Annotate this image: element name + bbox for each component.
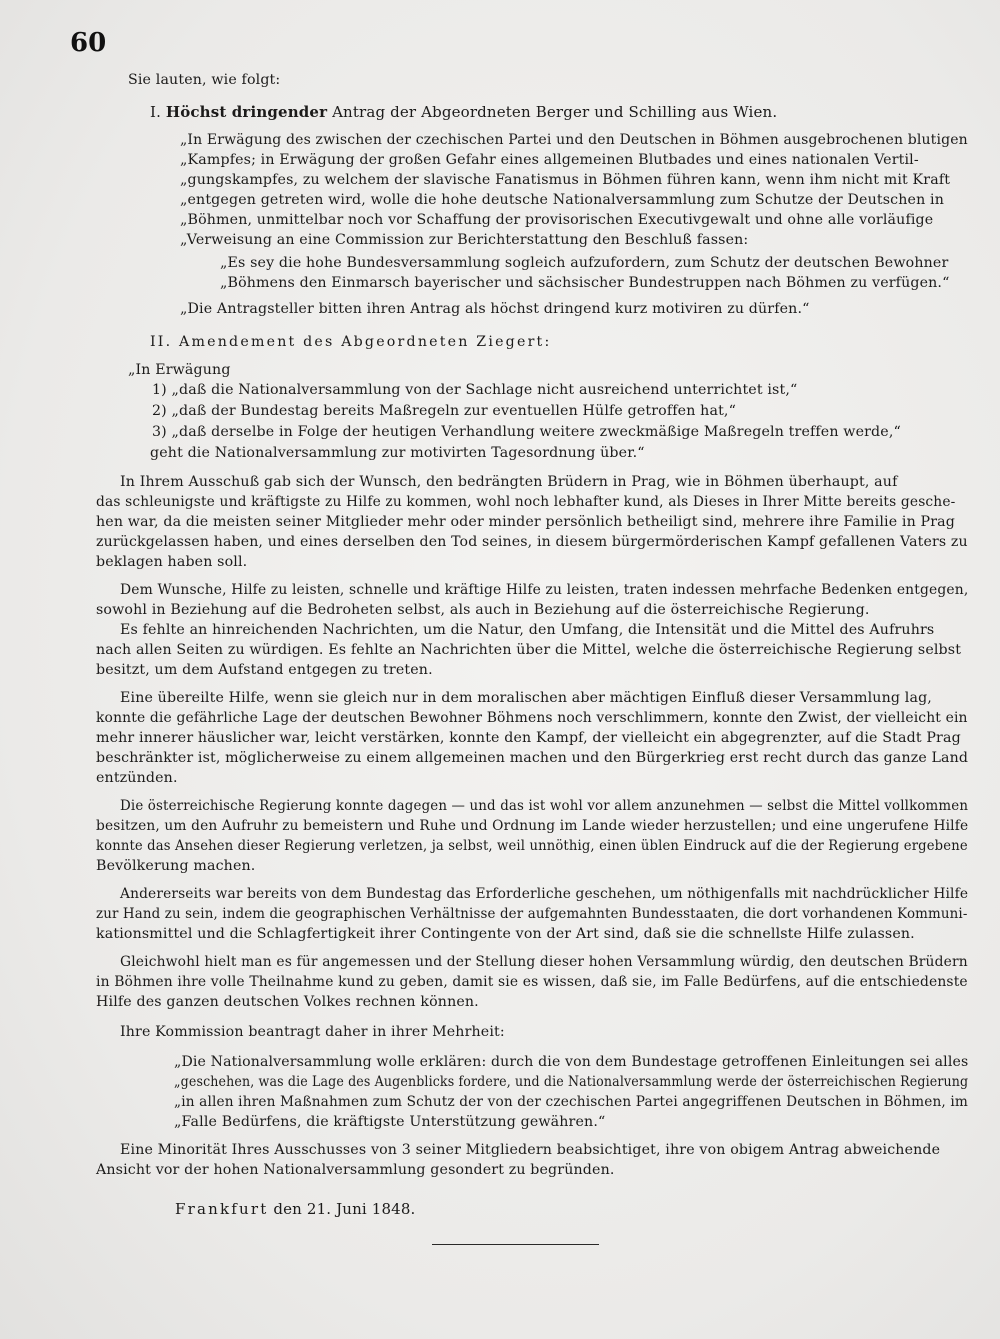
body-line: zurückgelassen haben, und eines derselben den Tod seines, in diesem bürgermörderischen Kampf gefallenen Vaters zu	[96, 534, 968, 550]
motion1-heading-number: I.	[150, 103, 161, 121]
body-line: konnte das Ansehen dieser Regierung verletzen, ja selbst, weil unnöthig, einen üblen Eindruck auf die der Regierung ergebene	[96, 838, 968, 854]
body-line: beklagen haben soll.	[96, 554, 248, 570]
body-line: Hilfe des ganzen deutschen Volkes rechnen können.	[96, 994, 479, 1010]
body-line: sowohl in Beziehung auf die Bedroheten selbst, als auch in Beziehung auf die österreichische Regierung.	[96, 602, 870, 618]
body-line: beschränkter ist, möglicherweise zu einem allgemeinen machen und den Bürgerkrieg erst recht durch das ganze Land	[96, 750, 969, 766]
commission-motion-line: „geschehen, was die Lage des Augenblicks fordere, und die Nationalversammlung werde der österreichischen Regierung	[174, 1074, 969, 1090]
body-line: mehr innerer häuslicher war, leicht verstärken, konnte den Kampf, der vielleicht ein abgegrenzter, auf die Stadt Prag	[96, 730, 961, 746]
body-line: entzünden.	[96, 770, 178, 786]
body-line: In Ihrem Ausschuß gab sich der Wunsch, den bedrängten Brüdern in Prag, wie in Böhmen überhaupt, auf	[120, 474, 898, 490]
body-line: das schleunigste und kräftigste zu Hilfe zu kommen, wohl noch lebhafter kund, als Dieses in Ihrer Mitte bereits gesche-	[96, 494, 956, 510]
minority-line: Ansicht vor der hohen Nationalversammlung gesondert zu begründen.	[96, 1162, 615, 1178]
body-line: kationsmittel und die Schlagfertigkeit ihrer Contingente von der Art sind, daß sie die schnellste Hilfe zulassen.	[96, 926, 915, 942]
body-line: Es fehlte an hinreichenden Nachrichten, um die Natur, den Umfang, die Intensität und die Mittel des Aufruhrs	[120, 622, 935, 638]
motion1-resolution-line: „Es sey die hohe Bundesversammlung sogleich aufzufordern, zum Schutz der deutschen Bewohner	[220, 255, 949, 271]
page-number: 60	[70, 28, 107, 58]
motion1-line: „In Erwägung des zwischen der czechischen Partei und den Deutschen in Böhmen ausgebrochenen blutigen	[180, 132, 968, 148]
body-line: Ihre Kommission beantragt daher in ihrer Mehrheit:	[120, 1024, 505, 1040]
body-line: besitzen, um den Aufruhr zu bemeistern und Ruhe und Ordnung im Lande wieder herzustellen; und eine ungerufene Hilfe	[96, 818, 969, 834]
motion1-resolution-line: „Böhmens den Einmarsch bayerischer und sächsischer Bundestruppen nach Böhmen zu verfügen.“	[220, 275, 950, 291]
end-rule	[432, 1244, 599, 1245]
motion1-heading	[150, 103, 777, 121]
body-line: Dem Wunsche, Hilfe zu leisten, schnelle und kräftige Hilfe zu leisten, traten indessen mehrfache Bedenken entgegen,	[120, 582, 969, 598]
body-line: Gleichwohl hielt man es für angemessen und der Stellung dieser hohen Versammlung würdig, den deutschen Brüdern	[120, 954, 968, 970]
amendment-point: 1) „daß die Nationalversammlung von der Sachlage nicht ausreichend unterrichtet ist,“	[152, 382, 798, 398]
amendment-conclusion: geht die Nationalversammlung zur motivirten Tagesordnung über.“	[150, 445, 645, 461]
minority-line: Eine Minorität Ihres Ausschusses von 3 seiner Mitgliedern beabsichtiget, ihre von obigem Antrag abweichende	[120, 1142, 941, 1158]
body-line: hen war, da die meisten seiner Mitglieder mehr oder minder persönlich betheiligt sind, mehrere ihre Familie in Prag	[96, 514, 956, 530]
body-line: in Böhmen ihre volle Theilnahme kund zu geben, damit sie es wissen, daß sie, im Falle Bedürfens, auf die entschiedenste	[96, 974, 968, 990]
commission-motion-line: „Falle Bedürfens, die kräftigste Unterstützung gewähren.“	[174, 1114, 606, 1130]
body-line: nach allen Seiten zu würdigen. Es fehlte an Nachrichten über die Mittel, welche die österreichische Regierung selbst	[96, 642, 962, 658]
motion1-line: „gungskampfes, zu welchem der slavische Fanatismus in Böhmen führen kann, wenn ihm nicht mit Kraft	[180, 172, 951, 188]
motion1-line: „Verweisung an eine Commission zur Berichterstattung den Beschluß fassen:	[180, 232, 749, 248]
body-line: Eine übereilte Hilfe, wenn sie gleich nur in dem moralischen aber mächtigen Einfluß dieser Versammlung lag,	[120, 690, 932, 706]
amendment-opening: „In Erwägung	[128, 362, 231, 378]
signature-date: den 21. Juni 1848.	[273, 1200, 416, 1218]
motion1-line: „Kampfes; in Erwägung der großen Gefahr eines allgemeinen Blutbades und eines nationalen Vertil-	[180, 152, 919, 168]
body-line: Die österreichische Regierung konnte dagegen — und das ist wohl vor allem anzunehmen — selbst die Mittel vollkommen	[120, 798, 969, 814]
intro-line: Sie lauten, wie folgt:	[128, 72, 281, 88]
amendment-point: 3) „daß derselbe in Folge der heutigen Verhandlung weitere zweckmäßige Maßregeln treffen werde,“	[152, 424, 901, 440]
amendment-heading: II. Amendement des Abgeordneten Ziegert:	[150, 334, 552, 350]
signature-place: Frankfurt	[175, 1200, 269, 1218]
body-line: zur Hand zu sein, indem die geographischen Verhältnisse der aufgemahnten Bundesstaaten, die dort vorhandenen Kommuni-	[96, 906, 968, 922]
body-line: Bevölkerung machen.	[96, 858, 256, 874]
motion1-heading-text: Antrag der Abgeordneten Berger und Schilling aus Wien.	[332, 103, 778, 121]
body-line: besitzt, um dem Aufstand entgegen zu treten.	[96, 662, 433, 678]
motion1-line: „Böhmen, unmittelbar noch vor Schaffung der provisorischen Executivgewalt und ohne alle vorläufige	[180, 212, 934, 228]
body-line: konnte die gefährliche Lage der deutschen Bewohner Böhmens noch verschlimmern, konnte den Zwist, der vielleicht ein	[96, 710, 968, 726]
motion1-line: „entgegen getreten wird, wolle die hohe deutsche Nationalversammlung zum Schutze der Deutschen in	[180, 192, 944, 208]
amendment-point: 2) „daß der Bundestag bereits Maßregeln zur eventuellen Hülfe getroffen hat,“	[152, 403, 736, 419]
motion1-heading-bold: Höchst dringender	[165, 103, 328, 121]
motion1-closing: „Die Antragsteller bitten ihren Antrag als höchst dringend kurz motiviren zu dürfen.“	[180, 301, 810, 317]
commission-motion-line: „Die Nationalversammlung wolle erklären: durch die von dem Bundestage getroffenen Einleitungen sei alles	[174, 1054, 969, 1070]
commission-motion-line: „in allen ihren Maßnahmen zum Schutz der von der czechischen Partei angegriffenen Deutschen in Böhmen, im	[174, 1094, 969, 1110]
signature-line	[175, 1200, 415, 1218]
body-line: Andererseits war bereits von dem Bundestag das Erforderliche geschehen, um nöthigenfalls mit nachdrücklicher Hilfe	[120, 886, 969, 902]
